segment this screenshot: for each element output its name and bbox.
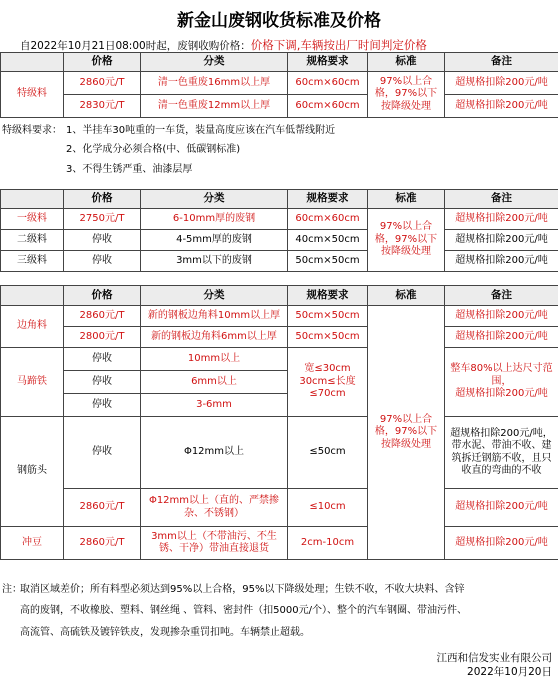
price-cell: 停收 (64, 251, 141, 272)
grade-label: 一级料 (1, 209, 64, 230)
remark-cell: 超规格扣除200元/吨，带水泥、带油不收、建筑拆迁钢筋不收，且只收直的弯曲的不收 (445, 417, 558, 489)
header-blank (1, 53, 64, 72)
effective-notice (20, 37, 427, 53)
grade-label: 边角料 (1, 306, 64, 348)
grade-label: 特级料 (1, 72, 64, 118)
header-blank (1, 190, 64, 209)
remark-cell: 超规格扣除200元/吨 (445, 95, 558, 118)
category-cell: 清一色重废12mm以上厚 (141, 95, 288, 118)
remark-cell (445, 348, 558, 417)
spec-cell: 50cm×50cm (288, 251, 368, 272)
notice-highlight: 价格下调,车辆按出厂时间判定价格 (251, 38, 427, 52)
header-price: 价格 (64, 286, 141, 306)
header-blank (1, 286, 64, 306)
spec-cell: ≤10cm (288, 489, 368, 527)
header-spec: 规格要求 (288, 53, 368, 72)
price-cell: 停收 (64, 417, 141, 489)
price-cell: 2860元/T (64, 306, 141, 327)
category-cell: 10mm以上 (141, 348, 288, 371)
header-spec: 规格要求 (288, 286, 368, 306)
spec-cell: 60cm×60cm (288, 95, 368, 118)
header-remark: 备注 (445, 53, 558, 72)
category-cell: 6mm以上 (141, 371, 288, 394)
category-cell: 4-5mm厚的废钢 (141, 230, 288, 251)
table-row (1, 95, 558, 118)
category-cell: Φ12mm以上 (141, 417, 288, 489)
category-cell: Φ12mm以上（直的、严禁掺杂、不锈钢） (141, 489, 288, 527)
remark-line: 超规格扣除200元/吨 (447, 388, 556, 401)
header-category: 分类 (141, 53, 288, 72)
header-standard: 标准 (368, 190, 445, 209)
grade-label: 三级料 (1, 251, 64, 272)
footer-label: 注： (2, 580, 22, 595)
company-name: 江西和信发实业有限公司 (437, 650, 553, 665)
price-cell: 停收 (64, 371, 141, 394)
price-cell: 2860元/T (64, 489, 141, 527)
spec-cell: 60cm×60cm (288, 209, 368, 230)
spec-cell: ≤50cm (288, 417, 368, 489)
category-cell: 新的钢板边角料6mm以上厚 (141, 327, 288, 348)
remark-cell: 超规格扣除200元/吨 (445, 230, 558, 251)
requirement-item: 2、化学成分必须合格(中、低碳钢标准) (66, 140, 240, 155)
grade-label: 钢筋头 (1, 417, 64, 527)
table-row (1, 527, 558, 560)
price-cell: 停收 (64, 230, 141, 251)
table-grades (0, 189, 558, 272)
grade-label: 二级料 (1, 230, 64, 251)
category-cell: 6-10mm厚的废钢 (141, 209, 288, 230)
spec-cell: 50cm×50cm (288, 327, 368, 348)
notice-prefix: 自2022年10月21日08:00时起，废钢收购价格： (20, 40, 251, 52)
remark-line: 整车80%以上达尺寸范围， (447, 363, 556, 388)
price-cell: 停收 (64, 348, 141, 371)
requirements-label: 特级料要求： (2, 121, 62, 136)
table-row (1, 348, 558, 371)
spec-cell: 60cm×60cm (288, 72, 368, 95)
signature-date: 2022年10月20日 (467, 664, 552, 679)
category-cell: 清一色重废16mm以上厚 (141, 72, 288, 95)
table-row (1, 251, 558, 272)
header-category: 分类 (141, 286, 288, 306)
category-cell: 新的钢板边角料10mm以上厚 (141, 306, 288, 327)
remark-cell: 超规格扣除200元/吨 (445, 306, 558, 327)
table-row (1, 72, 558, 95)
table-row (1, 489, 558, 527)
remark-cell: 超规格扣除200元/吨 (445, 527, 558, 560)
header-standard: 标准 (368, 53, 445, 72)
header-spec: 规格要求 (288, 190, 368, 209)
price-cell: 停收 (64, 394, 141, 417)
standard-cell: 97%以上合格，97%以下按降级处理 (368, 306, 445, 560)
header-category: 分类 (141, 190, 288, 209)
remark-cell: 超规格扣除200元/吨 (445, 251, 558, 272)
remark-cell: 超规格扣除200元/吨 (445, 327, 558, 348)
header-price: 价格 (64, 190, 141, 209)
remark-cell: 超规格扣除200元/吨 (445, 209, 558, 230)
table-row (1, 209, 558, 230)
category-cell: 3mm以下的废钢 (141, 251, 288, 272)
footer-line: 高流管、高硫铁及镀锌铁皮，发现掺杂重罚扣吨。车辆禁止超载。 (20, 623, 310, 638)
remark-cell: 超规格扣除200元/吨 (445, 489, 558, 527)
standard-cell: 97%以上合格，97%以下按降级处理 (368, 72, 445, 118)
remark-cell: 超规格扣除200元/吨 (445, 72, 558, 95)
price-cell: 2800元/T (64, 327, 141, 348)
spec-cell: 宽≤30cm 30cm≤长度≤70cm (288, 348, 368, 417)
spec-cell: 2cm-10cm (288, 527, 368, 560)
table-special-grade (0, 52, 558, 118)
header-remark: 备注 (445, 286, 558, 306)
table-scraps (0, 285, 558, 560)
price-cell: 2830元/T (64, 95, 141, 118)
header-price: 价格 (64, 53, 141, 72)
header-standard: 标准 (368, 286, 445, 306)
footer-line: 取消区域差价；所有料型必须达到95%以上合格，95%以下降级处理；生铁不收，不收大块料、含锌 (20, 580, 464, 595)
table-row (1, 306, 558, 327)
price-cell: 2750元/T (64, 209, 141, 230)
grade-label: 冲豆 (1, 527, 64, 560)
table-row (1, 417, 558, 489)
spec-cell: 50cm×50cm (288, 306, 368, 327)
category-cell: 3-6mm (141, 394, 288, 417)
spec-cell: 40cm×50cm (288, 230, 368, 251)
grade-label: 马蹄铁 (1, 348, 64, 417)
price-cell: 2860元/T (64, 527, 141, 560)
category-cell: 3mm以上（不带油污、不生锈、干净）带油直接退货 (141, 527, 288, 560)
requirement-item: 3、不得生锈严重、油漆层厚 (66, 160, 192, 175)
price-cell: 2860元/T (64, 72, 141, 95)
header-remark: 备注 (445, 190, 558, 209)
table-row (1, 327, 558, 348)
table-row (1, 230, 558, 251)
footer-line: 高的废钢，不收橡胶、塑料、钢丝绳 、管料、密封件（扣5000元/个）、整个的汽车钢圈、带油污件、 (20, 601, 467, 616)
page-title: 新金山废钢收货标准及价格 (0, 6, 558, 31)
standard-cell: 97%以上合格，97%以下按降级处理 (368, 209, 445, 272)
requirement-item: 1、半挂车30吨重的一车货，装量高度应该在汽车低帮线附近 (66, 121, 335, 136)
